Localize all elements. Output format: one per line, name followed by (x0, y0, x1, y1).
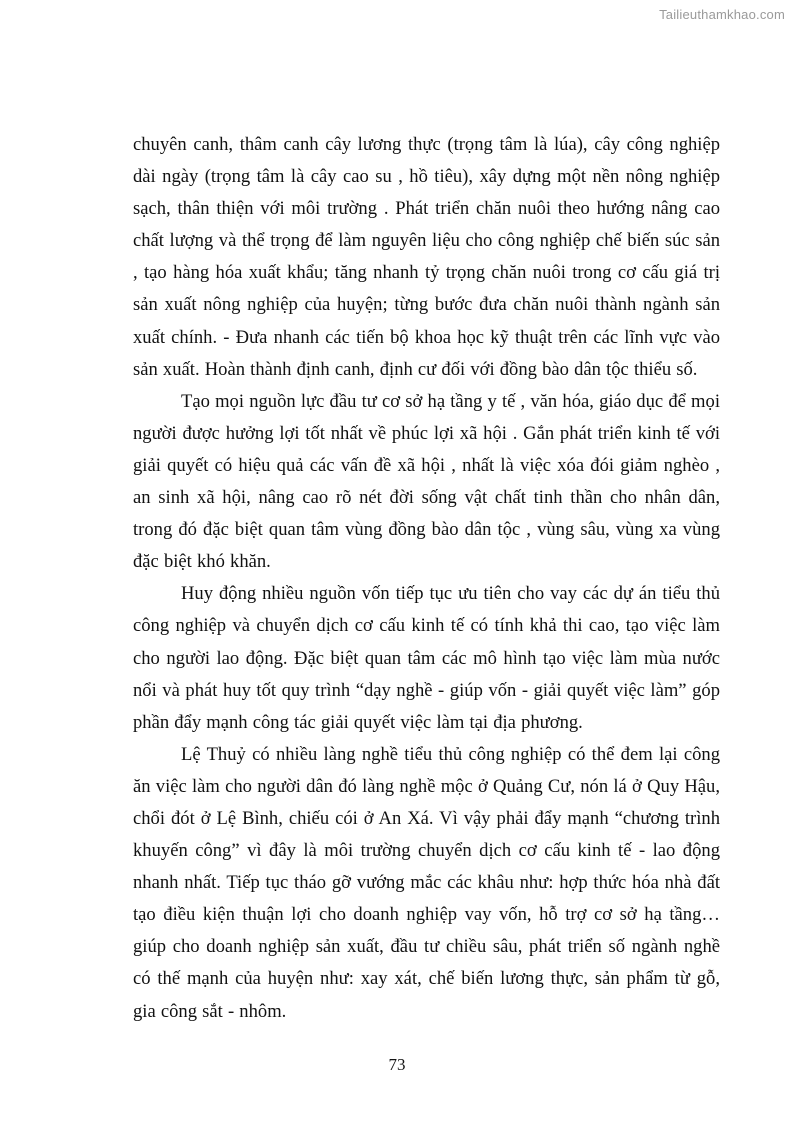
page-number: 73 (388, 1055, 406, 1074)
paragraph-continuation: chuyên canh, thâm canh cây lương thực (trọng tâm là lúa), cây công nghiệp dài ngày (trọng tâm là cây cao su , hồ tiêu), xây dựng một nền nông nghiệp sạch, thân thiện với môi trường . Phát triển chăn nuôi theo hướng nâng cao chất lượng và thể trọng để làm nguyên liệu cho công nghiệp chế biến súc sản , tạo hàng hóa xuất khẩu; tăng nhanh tỷ trọng chăn nuôi trong cơ cấu giá trị sản xuất nông nghiệp của huyện; từng bước đưa chăn nuôi thành ngành sản xuất chính. - Đưa nhanh các tiến bộ khoa học kỹ thuật trên các lĩnh vực vào sản xuất. Hoàn thành định canh, định cư đối với đồng bào dân tộc thiểu số. (133, 134, 720, 380)
page-body (133, 129, 720, 1028)
paragraph-capital: Huy động nhiều nguồn vốn tiếp tục ưu tiên cho vay các dự án tiểu thủ công nghiệp và chuyển dịch cơ cấu kinh tế có tính khả thi cao, tạo việc làm cho người lao động. Đặc biệt quan tâm các mô hình tạo việc làm mùa nước nổi và phát huy tốt quy trình “dạy nghề - giúp vốn - giải quyết việc làm” góp phần đẩy mạnh công tác giải quyết việc làm tại địa phương. (133, 583, 720, 733)
paragraph-craft-villages: Lệ Thuỷ có nhiều làng nghề tiểu thủ công nghiệp có thể đem lại công ăn việc làm cho người dân đó làng nghề mộc ở Quảng Cư, nón lá ở Quy Hậu, chổi đót ở Lệ Bình, chiếu cói ở An Xá. Vì vậy phải đẩy mạnh “chương trình khuyến công” vì đây là môi trường chuyển dịch cơ cấu kinh tế - lao động nhanh nhất. Tiếp tục tháo gỡ vướng mắc các khâu như: hợp thức hóa nhà đất tạo điều kiện thuận lợi cho doanh nghiệp vay vốn, hỗ trợ cơ sở hạ tầng… giúp cho doanh nghiệp sản xuất, đầu tư chiều sâu, phát triển số ngành nghề có thế mạnh của huyện như: xay xát, chế biến lương thực, sản phẩm từ gỗ, gia công sắt - nhôm. (133, 743, 720, 1022)
paragraph-infrastructure: Tạo mọi nguồn lực đầu tư cơ sở hạ tầng y tế , văn hóa, giáo dục để mọi người được hưởng lợi tốt nhất về phúc lợi xã hội . Gắn phát triển kinh tế với giải quyết có hiệu quả các vấn đề xã hội , nhất là việc xóa đói giảm nghèo , an sinh xã hội, nâng cao rõ nét đời sống vật chất tinh thần cho nhân dân, trong đó đặc biệt quan tâm vùng đồng bào dân tộc , vùng sâu, vùng xa vùng đặc biệt khó khăn. (133, 390, 720, 573)
watermark: Tailieuthamkhao.com (659, 7, 785, 22)
